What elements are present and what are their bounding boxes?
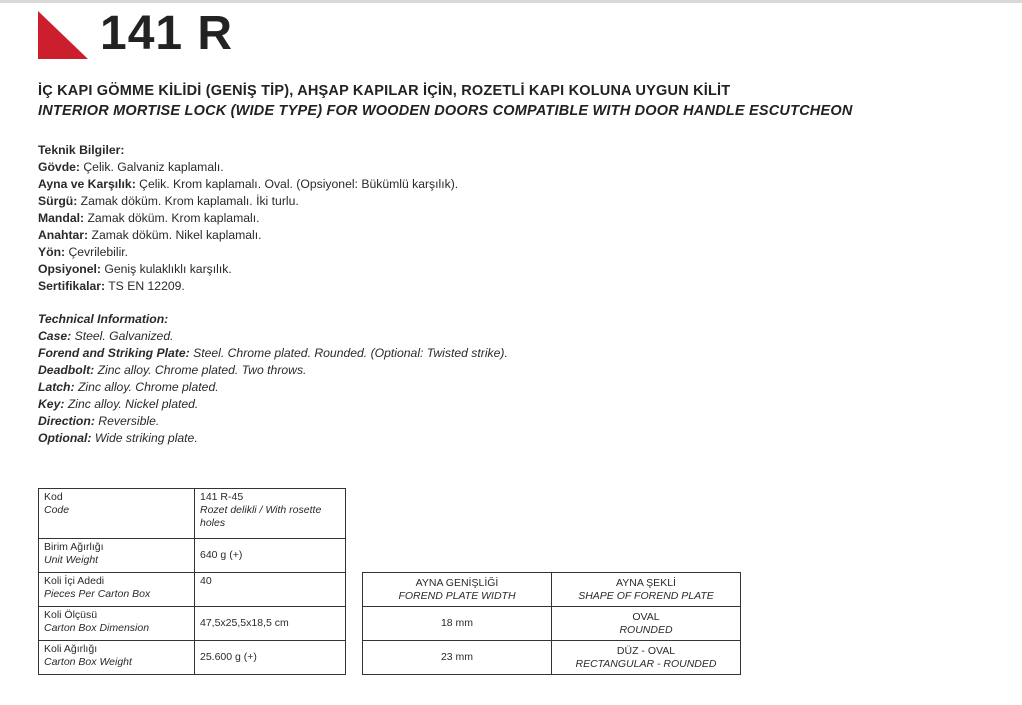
spec-label: Ayna ve Karşılık:: [38, 177, 136, 191]
label-tr: Koli İçi Adedi: [44, 575, 105, 587]
spec-label: Case:: [38, 329, 72, 343]
spec-value: Reversible.: [98, 414, 160, 428]
spec-line: [38, 413, 508, 430]
label-en: Carton Box Dimension: [44, 622, 150, 634]
table-cell-label: [39, 641, 195, 675]
table-header-row: [363, 573, 741, 607]
spec-line: [38, 396, 508, 413]
product-info-table: [38, 488, 346, 675]
spec-value: Çelik. Galvaniz kaplamalı.: [83, 160, 224, 174]
spec-label: Deadbolt:: [38, 363, 95, 377]
shape-en: RECTANGULAR - ROUNDED: [575, 657, 717, 670]
spec-line: [38, 379, 508, 396]
spec-label: Direction:: [38, 414, 95, 428]
spec-value: Zamak döküm. Krom kaplamalı.: [87, 211, 260, 225]
table-cell-label: [39, 539, 195, 573]
table-row: [39, 607, 346, 641]
header-tr: AYNA GENİŞLİĞİ: [415, 576, 499, 589]
spec-line: [38, 430, 508, 447]
table-cell-shape: [552, 641, 741, 675]
brand-triangle-logo: [38, 11, 88, 59]
table-row: [39, 641, 346, 675]
spec-value: Wide striking plate.: [94, 431, 198, 445]
spec-label: Yön:: [38, 245, 66, 259]
spec-label: Optional:: [38, 431, 92, 445]
table-row: [39, 489, 346, 539]
spec-label: Key:: [38, 397, 65, 411]
spec-line: [38, 261, 458, 278]
label-en: Pieces Per Carton Box: [44, 588, 151, 600]
header-en: SHAPE OF FOREND PLATE: [578, 589, 714, 602]
label-tr: Koli Ağırlığı: [44, 643, 98, 655]
spec-value: Çevrilebilir.: [68, 245, 129, 259]
table-row: [39, 573, 346, 607]
shape-en: ROUNDED: [619, 623, 673, 636]
subtitle-tr: İÇ KAPI GÖMME KİLİDİ (GENİŞ TİP), AHŞAP KAPILAR İÇİN, ROZETLİ KAPI KOLUNA UYGUN KİLİT: [38, 83, 731, 99]
value-note: Rozet delikli / With rosette holes: [200, 504, 322, 529]
model-title: 141 R: [100, 7, 234, 60]
spec-value: Çelik. Krom kaplamalı. Oval. (Opsiyonel: Bükümlü karşılık).: [139, 177, 459, 191]
spec-value: Zinc alloy. Chrome plated. Two throws.: [97, 363, 307, 377]
spec-line: [38, 210, 458, 227]
spec-label: Mandal:: [38, 211, 85, 225]
spec-line: [38, 278, 458, 295]
table-cell-value: 640 g (+): [195, 539, 346, 573]
header-tr: AYNA ŞEKLİ: [616, 576, 676, 589]
label-en: Carton Box Weight: [44, 656, 132, 668]
shape-tr: DÜZ - OVAL: [616, 644, 676, 657]
spec-line: [38, 362, 508, 379]
specs-en-heading: Technical Information:: [38, 312, 169, 326]
label-en: Unit Weight: [44, 554, 99, 566]
spec-line: [38, 193, 458, 210]
spec-line: [38, 227, 458, 244]
table-row: [363, 641, 741, 675]
spec-value: Steel. Chrome plated. Rounded. (Optional: Twisted strike).: [193, 346, 508, 360]
spec-label: Forend and Striking Plate:: [38, 346, 190, 360]
table-header-cell: [363, 573, 552, 607]
forend-plate-table: [362, 572, 741, 675]
spec-value: TS EN 12209.: [108, 279, 185, 293]
shape-tr: OVAL: [632, 610, 660, 623]
label-tr: Kod: [44, 491, 63, 503]
spec-line: [38, 159, 458, 176]
spec-line: [38, 328, 508, 345]
spec-value: Geniş kulaklıklı karşılık.: [104, 262, 232, 276]
spec-value: Zinc alloy. Nickel plated.: [67, 397, 199, 411]
table-row: [39, 539, 346, 573]
table-cell-value: [195, 489, 346, 539]
spec-line: [38, 244, 458, 261]
specs-en: [38, 311, 508, 447]
spec-value: Zamak döküm. Krom kaplamalı. İki turlu.: [80, 194, 299, 208]
table-cell-label: [39, 607, 195, 641]
table-cell-width: 18 mm: [363, 607, 552, 641]
spec-label: Latch:: [38, 380, 75, 394]
label-tr: Birim Ağırlığı: [44, 541, 104, 553]
table-cell-value: 40: [195, 573, 346, 607]
spec-line: [38, 345, 508, 362]
spec-label: Gövde:: [38, 160, 80, 174]
table-cell-width: 23 mm: [363, 641, 552, 675]
table-header-cell: [552, 573, 741, 607]
header-en: FOREND PLATE WIDTH: [398, 589, 516, 602]
spec-label: Opsiyonel:: [38, 262, 101, 276]
spec-line: [38, 176, 458, 193]
table-cell-value: 25.600 g (+): [195, 641, 346, 675]
top-divider: [0, 0, 1022, 3]
subtitle-en: INTERIOR MORTISE LOCK (WIDE TYPE) FOR WOODEN DOORS COMPATIBLE WITH DOOR HANDLE ESCUTCHEON: [38, 103, 853, 119]
table-cell-shape: [552, 607, 741, 641]
table-cell-label: [39, 489, 195, 539]
specs-tr-heading: Teknik Bilgiler:: [38, 143, 125, 157]
label-tr: Koli Ölçüsü: [44, 609, 98, 621]
table-cell-value: 47,5x25,5x18,5 cm: [195, 607, 346, 641]
spec-value: Zamak döküm. Nikel kaplamalı.: [91, 228, 262, 242]
table-row: [363, 607, 741, 641]
value: 141 R-45: [200, 491, 244, 503]
label-en: Code: [44, 504, 70, 516]
spec-value: Steel. Galvanized.: [74, 329, 174, 343]
table-cell-label: [39, 573, 195, 607]
spec-label: Anahtar:: [38, 228, 89, 242]
spec-value: Zinc alloy. Chrome plated.: [77, 380, 219, 394]
spec-label: Sertifikalar:: [38, 279, 106, 293]
specs-tr: [38, 142, 458, 295]
spec-label: Sürgü:: [38, 194, 78, 208]
